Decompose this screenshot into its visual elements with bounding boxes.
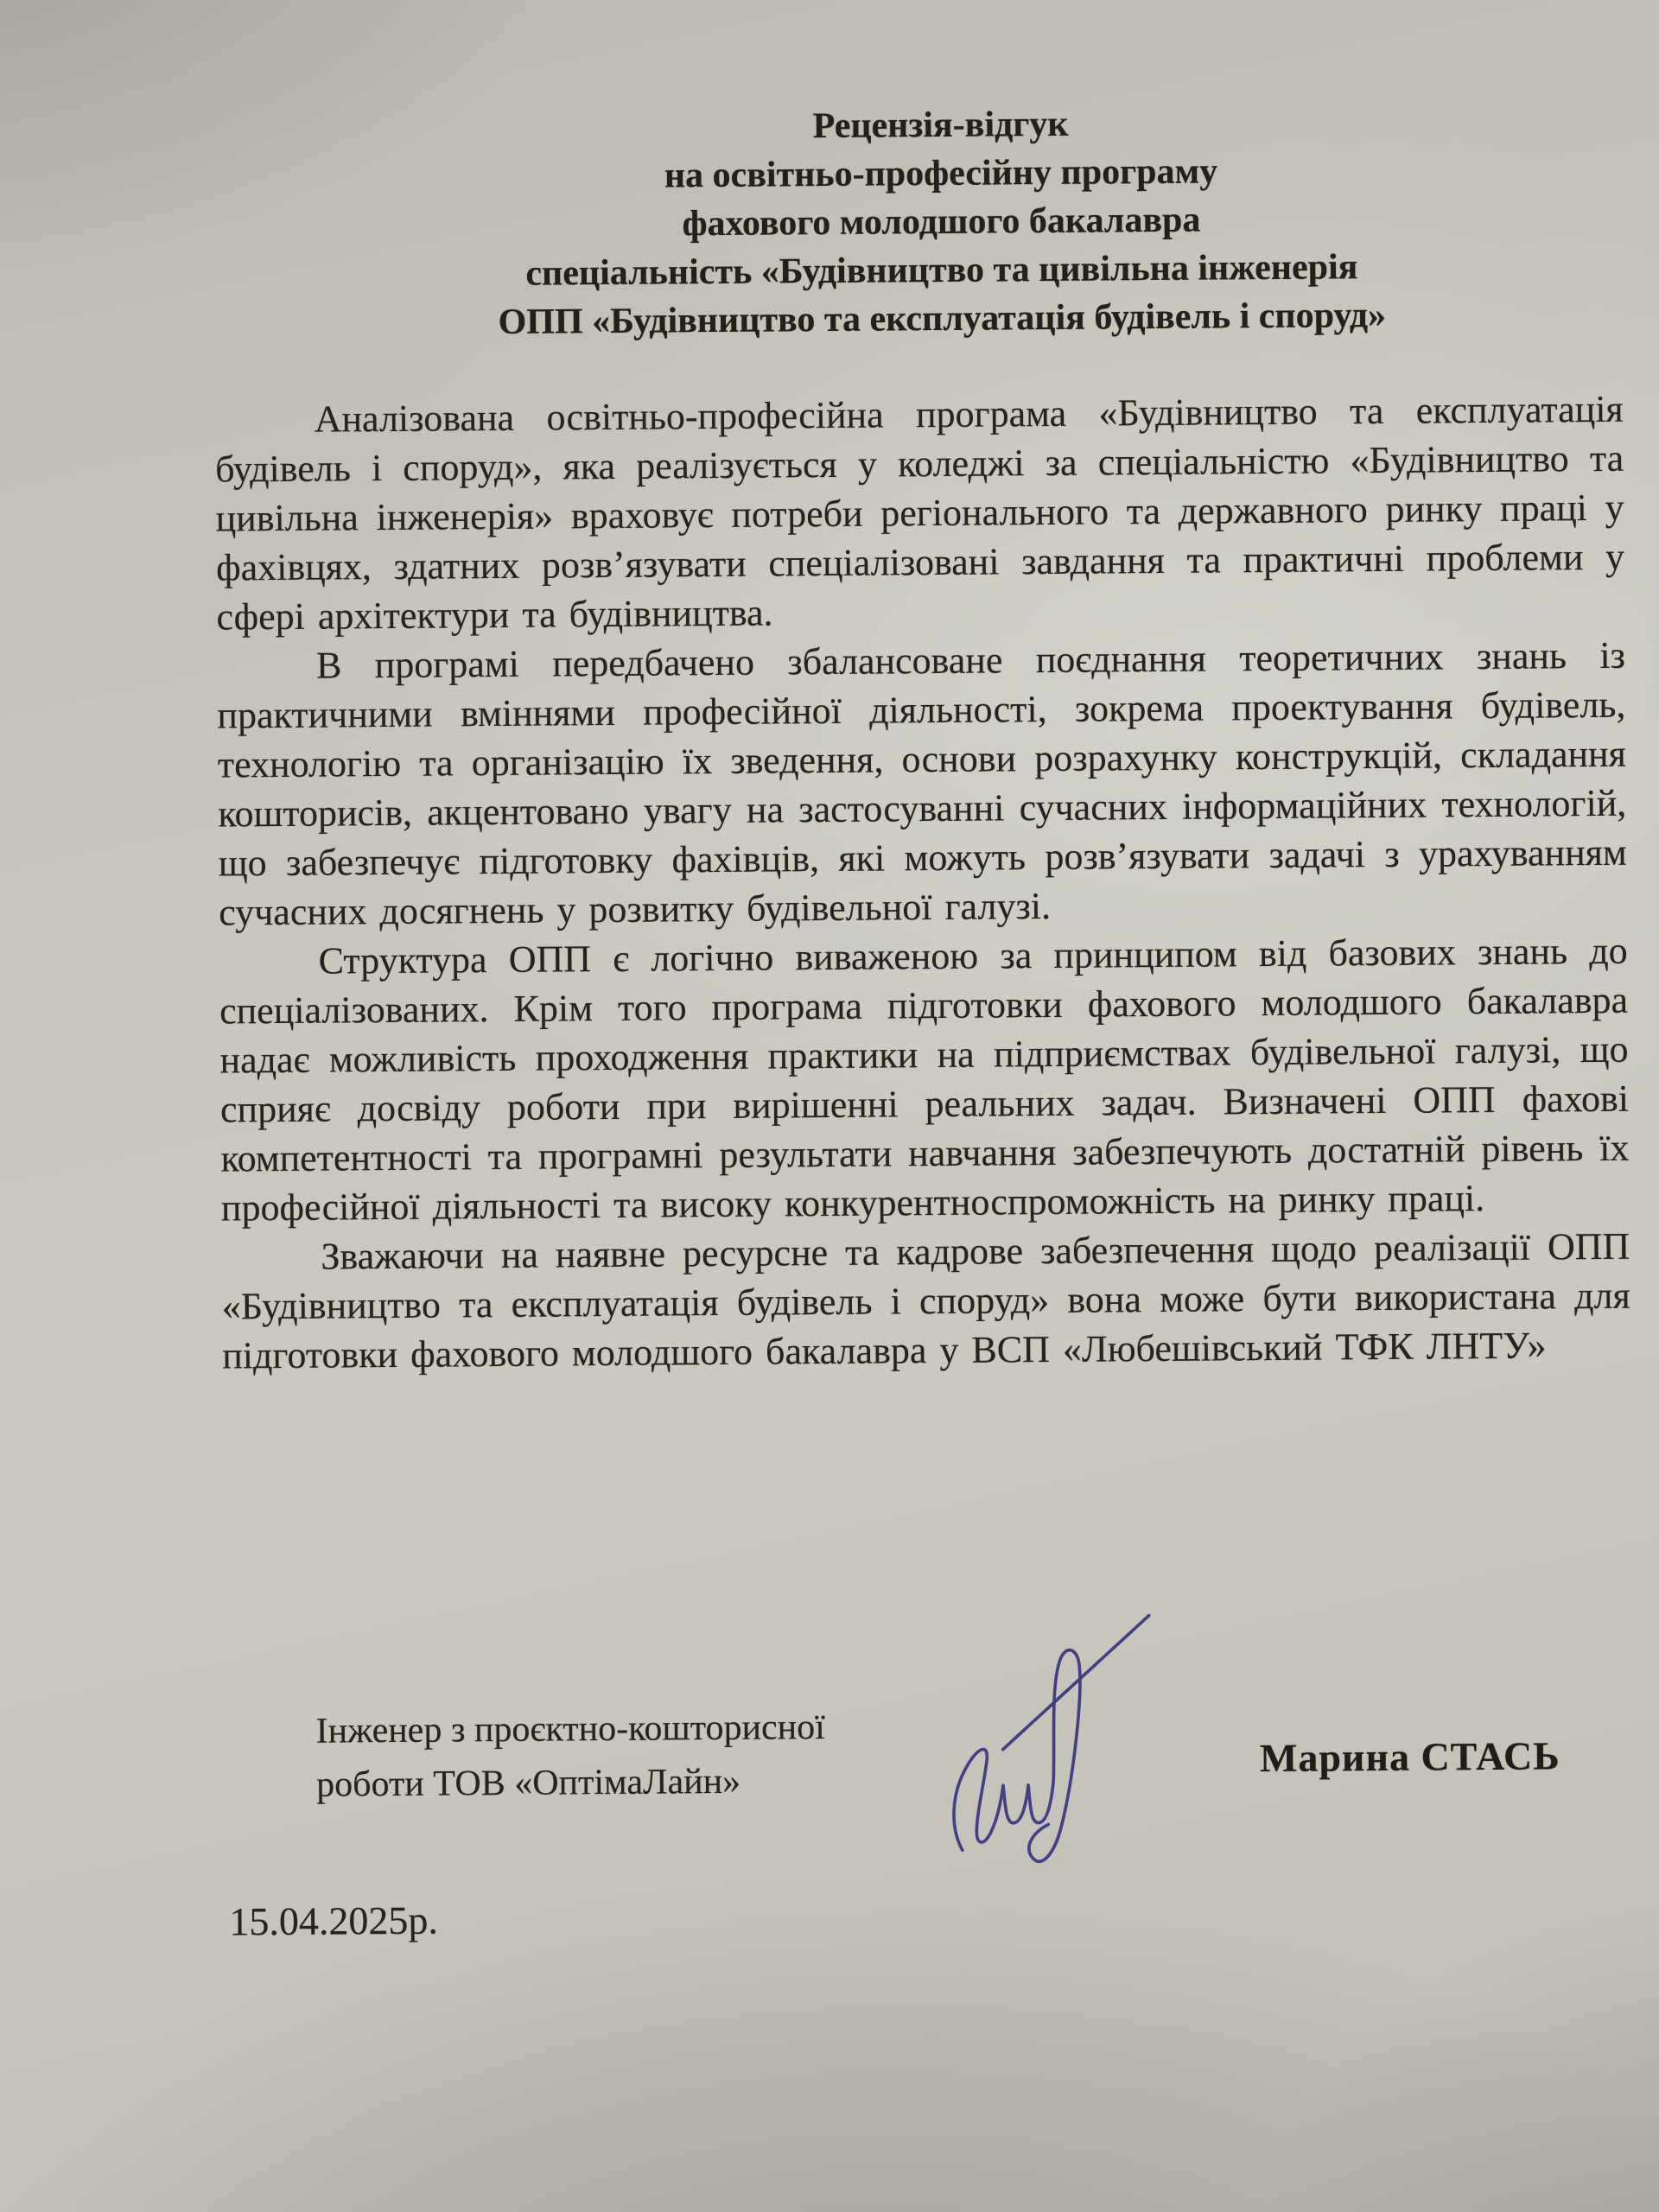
signature-icon xyxy=(936,1601,1172,1888)
signer-role-line-2: роботи ТОВ «ОптімаЛайн» xyxy=(315,1761,741,1805)
document-body xyxy=(215,385,1631,1381)
paragraph-4: Зважаючи на наявне ресурсне та кадрове забезпечення щодо реалізації ОПП «Будівництво та експлуатація будівель і споруд» вона може бути використана для підготовки фахового молодшого бакалавра у ВСП «Любешівський ТФК ЛНТУ» xyxy=(221,1224,1630,1377)
title-line-3: фахового молодшого бакалавра xyxy=(682,200,1201,245)
document-date: 15.04.2025р. xyxy=(229,1897,439,1944)
paragraph-3: Структура ОПП є логічно виваженою за принципом від базових знань до спеціалізованих. Крім того програма підготовки фахового молодшого бакалавра надає можливість проходження практики на підприємствах будівельної галузі, що сприяє досвіду роботи при вирішенні реальних задач. Визначені ОПП фахові компетентності та програмні результати навчання забезпечують достатній рівень їх професійної діяльності та високу конкурентноспроможність на ринку праці. xyxy=(219,929,1630,1230)
title-line-2: на освітньо-професійну програму xyxy=(664,151,1218,196)
paragraph-2: В програмі передбачено збалансоване поєднання теоретичних знань із практичними вміннями професійної діяльності, зокрема проектування будівель, технологію та організацію їх зведення, основи розрахунку конструкцій, складання кошторисів, акцентовано увагу на застосуванні сучасних інформаційних технологій, що забезпечує підготовку фахівців, які можуть розв’язувати задачі з урахуванням сучасних досягнень у розвитку будівельної галузі. xyxy=(217,633,1627,934)
title-line-4: спеціальність «Будівництво та цивільна інженерія xyxy=(525,247,1358,294)
title-line-5: ОПП «Будівництво та експлуатація будівель і споруд» xyxy=(498,295,1387,342)
title-line-1: Рецензія-відгук xyxy=(812,104,1069,147)
document-title xyxy=(213,96,1623,349)
signer-role-line-1: Інженер з проєктно-кошторисної xyxy=(315,1707,825,1751)
paragraph-1: Аналізована освітньо-професійна програма «Будівництво та експлуатація будівель і споруд», яка реалізується у коледжі за спеціальністю «Будівництво та цивільна інженерія» враховує потреби регіонального та державного ринку праці у фахівцях, здатних розв’язувати спеціалізовані завдання та практичні проблеми у сфері архітектури та будівництва. xyxy=(214,387,1625,639)
signer-name: Марина СТАСЬ xyxy=(1259,1733,1560,1781)
